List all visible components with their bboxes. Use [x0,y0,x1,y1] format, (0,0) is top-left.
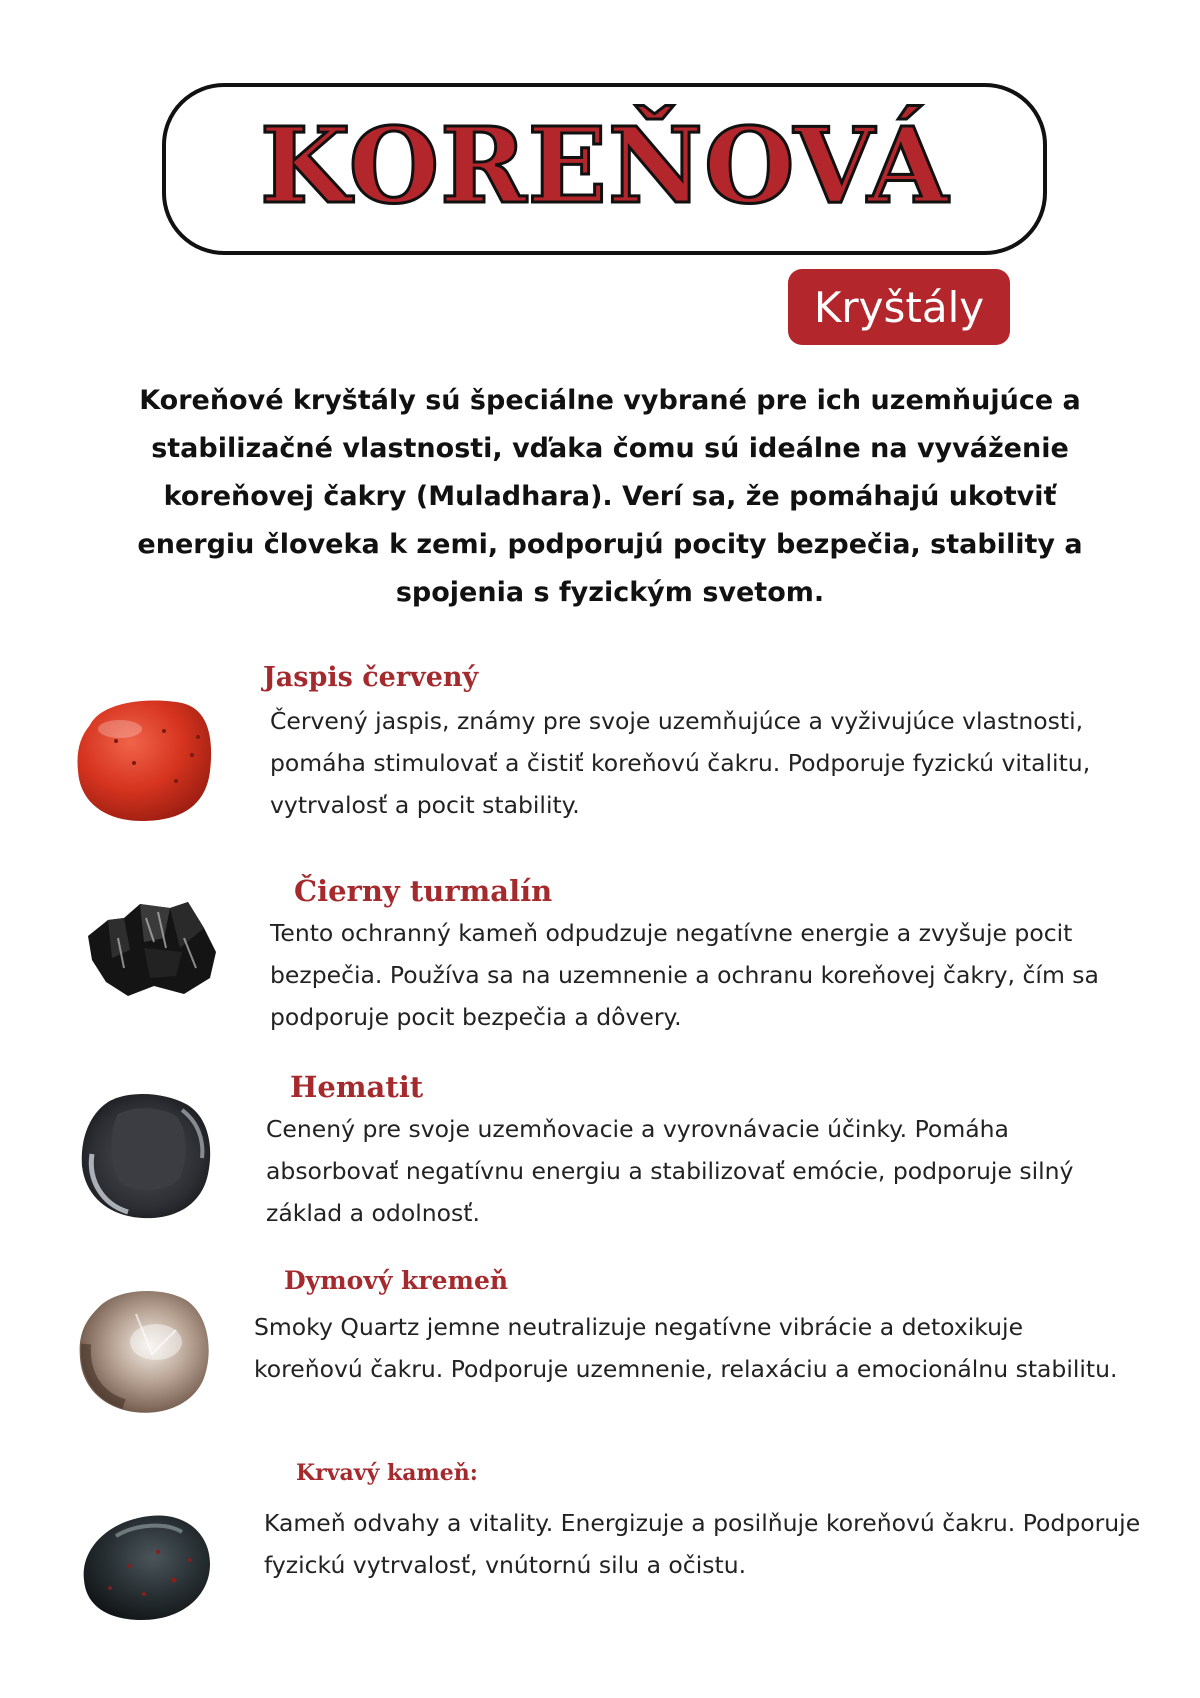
hematite-stone [78,1088,214,1222]
crystal-description-bloodstone: Kameň odvahy a vitality. Energizuje a posilňuje koreňovú čakru. Podporuje fyzickú vytrvalosť, vnútornú silu a očistu. [264,1509,1141,1579]
crystal-description-black-tourmaline: Tento ochranný kameň odpudzuje negatívne energie a zvyšuje pocit bezpečia. Používa sa na uzemnenie a ochranu koreňovej čakry, čím sa podporuje pocit bezpečia a dôvery. [270,919,1099,1031]
crystal-description-hematite: Cenený pre svoje uzemňovacie a vyrovnávacie účinky. Pomáha absorbovať negatívnu energiu a stabilizovať emócie, podporuje silný základ a odolnosť. [266,1115,1074,1227]
bloodstone-stone [70,1508,214,1624]
smoky-quartz-stone [76,1284,214,1418]
crystal-description-red-jasper: Červený jaspis, známy pre svoje uzemňujúce a vyživujúce vlastnosti, pomáha stimulovať a čistiť koreňovú čakru. Podporuje fyzickú vitalitu, vytrvalosť a pocit stability. [270,707,1091,819]
red-jasper-stone [72,693,216,825]
crystal-description-smoky-quartz: Smoky Quartz jemne neutralizuje negatívne vibrácie a detoxikuje koreňovú čakru. Podporuje uzemnenie, relaxáciu a emocionálnu stabilitu. [254,1313,1118,1383]
crystal-name-bloodstone: Krvavý kameň: [296,1460,478,1486]
crystal-name-black-tourmaline: Čierny turmalín [294,874,553,908]
page-title: KOREŇOVÁ [259,104,950,227]
crystal-name-smoky-quartz: Dymový kremeň [284,1266,509,1295]
title-frame [162,83,1047,255]
intro-paragraph: Koreňové kryštály sú špeciálne vybrané pre ich uzemňujúce a stabilizačné vlastnosti, vďaka čomu sú ideálne na vyváženie koreňovej čakry (Muladhara). Verí sa, že pomáhajú ukotviť energiu človeka k zemi, podporujú pocity bezpečia, stability a spojenia s fyzickým svetom. [137,385,1083,608]
black-tourmaline-stone [84,898,218,998]
subtitle-badge: Kryštály [788,269,1010,345]
crystal-name-red-jasper: Jaspis červený [263,662,479,693]
crystal-name-hematite: Hematit [290,1070,424,1104]
